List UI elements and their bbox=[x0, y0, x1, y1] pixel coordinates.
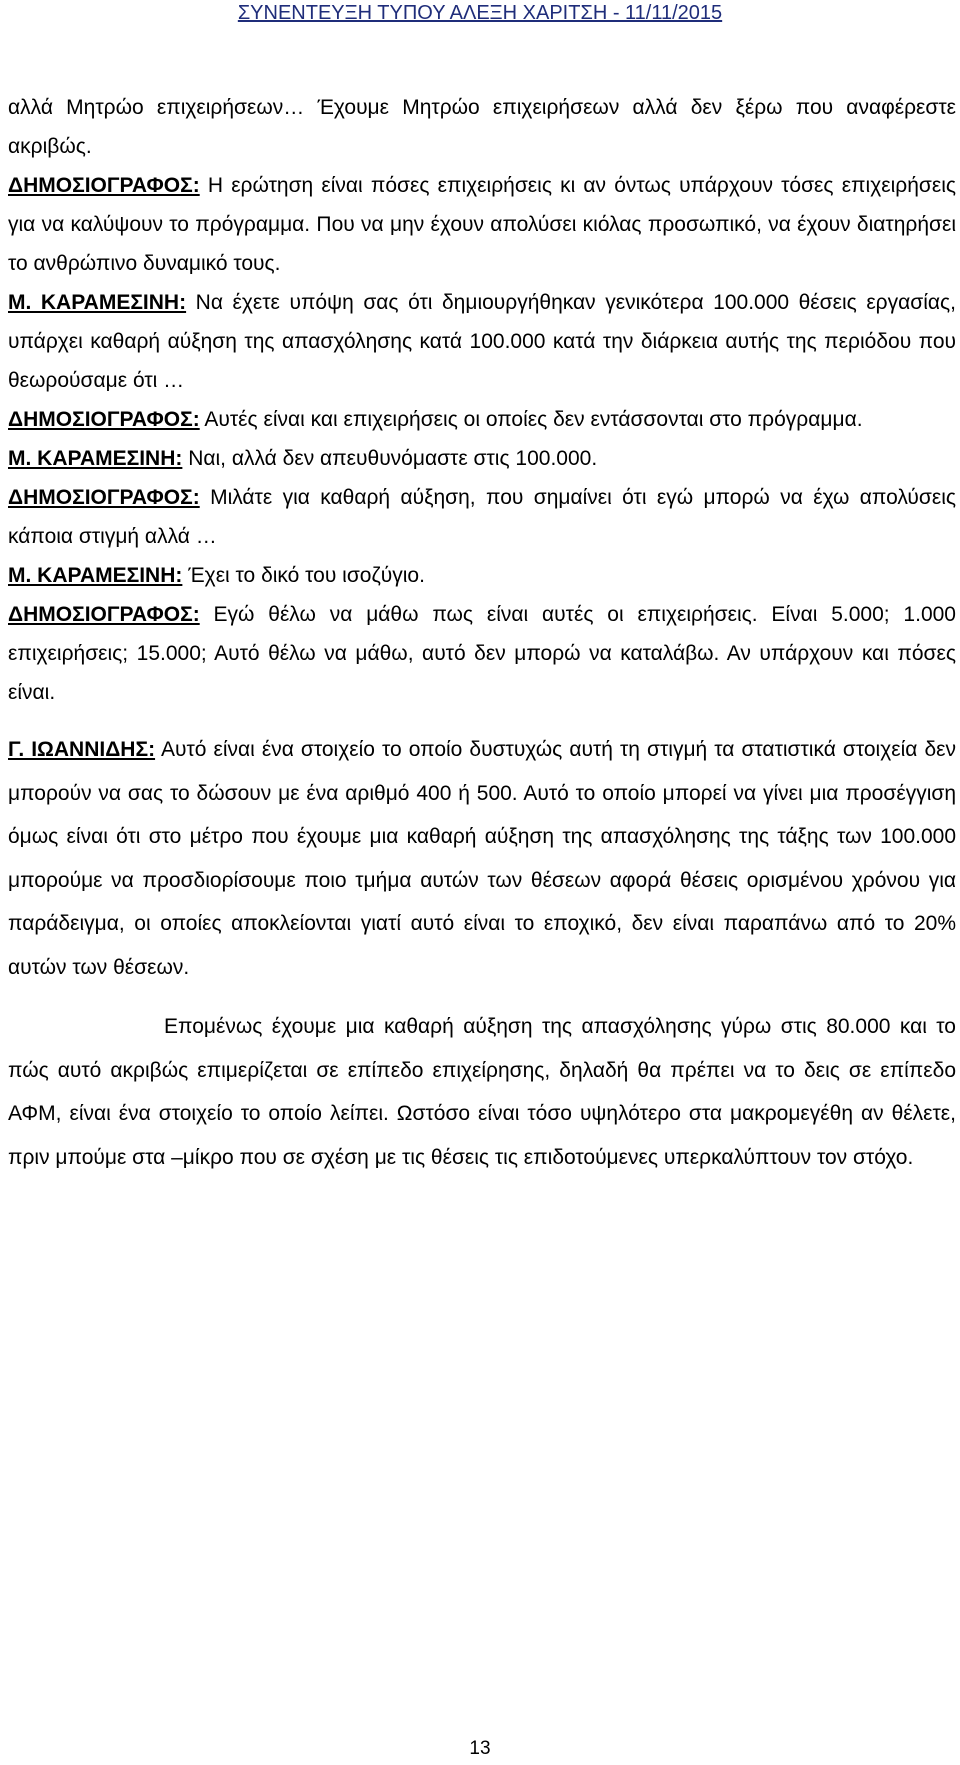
page-number: 13 bbox=[469, 1738, 491, 1759]
speaker-label: Μ. ΚΑΡΑΜΕΣΙΝΗ: bbox=[8, 564, 183, 587]
transcript-paragraph bbox=[8, 166, 956, 283]
transcript-paragraph bbox=[8, 439, 956, 478]
paragraph-text: Επομένως έχουμε μια καθαρή αύξηση της απασχόλησης γύρω στις 80.000 και το πώς αυτό ακριβώς επιμερίζεται σε επίπεδο επιχείρησης, δηλαδή θα πρέπει να το δεις σε επίπεδο ΑΦΜ, είναι ένα στοιχείο το οποίο λείπει. Ωστόσο είναι τόσο υψηλότερο στα μακρομεγέθη αν θέλετε, πριν μπούμε στα –μίκρο που σε σχέση με τις θέσεις τις επιδοτούμενες υπερκαλύπτουν τον στόχο. bbox=[8, 1015, 956, 1169]
speaker-label: ΔΗΜΟΣΙΟΓΡΑΦΟΣ: bbox=[8, 174, 200, 197]
document-header: ΣΥΝΕΝΤΕΥΞΗ ΤΥΠΟΥ ΑΛΕΞΗ ΧΑΡΙΤΣΗ - 11/11/2015 bbox=[237, 2, 723, 24]
paragraph-text: Αυτές είναι και επιχειρήσεις οι οποίες δεν εντάσσονται στο πρόγραμμα. bbox=[199, 408, 863, 431]
paragraph-text: Η ερώτηση είναι πόσες επιχειρήσεις κι αν όντως υπάρχουν τόσες επιχειρήσεις για να καλύψουν το πρόγραμμα. Που να μην έχουν απολύσει κιόλας προσωπικό, να έχουν διατηρήσει το ανθρώπινο δυναμικό τους. bbox=[8, 174, 956, 275]
transcript-paragraph bbox=[8, 728, 956, 989]
paragraph-text: Έχει το δικό του ισοζύγιο. bbox=[182, 564, 425, 587]
paragraph-text: Μιλάτε για καθαρή αύξηση, που σημαίνει ότι εγώ μπορώ να έχω απολύσεις κάποια στιγμή αλλά … bbox=[8, 486, 956, 548]
speaker-label: ΔΗΜΟΣΙΟΓΡΑΦΟΣ: bbox=[8, 603, 200, 626]
speaker-label: ΔΗΜΟΣΙΟΓΡΑΦΟΣ: bbox=[8, 408, 200, 431]
paragraph-text: Να έχετε υπόψη σας ότι δημιουργήθηκαν γενικότερα 100.000 θέσεις εργασίας, υπάρχει καθαρή αύξηση της απασχόλησης κατά 100.000 κατά την διάρκεια αυτής της περιόδου που θεωρούσαμε ότι … bbox=[8, 291, 956, 392]
paragraph-text: Ναι, αλλά δεν απευθυνόμαστε στις 100.000. bbox=[182, 447, 598, 470]
paragraph-text: Εγώ θέλω να μάθω πως είναι αυτές οι επιχειρήσεις. Είναι 5.000; 1.000 επιχειρήσεις; 15.000; Αυτό θέλω να μάθω, αυτό δεν μπορώ να καταλάβω. Αν υπάρχουν και πόσες είναι. bbox=[8, 603, 956, 704]
transcript-paragraph bbox=[8, 1005, 956, 1179]
transcript-paragraph bbox=[8, 88, 956, 166]
transcript-paragraph bbox=[8, 595, 956, 712]
speaker-label: Γ. ΙΩΑΝΝΙΔΗΣ: bbox=[8, 738, 156, 761]
speaker-label: ΔΗΜΟΣΙΟΓΡΑΦΟΣ: bbox=[8, 486, 200, 509]
transcript-paragraph bbox=[8, 400, 956, 439]
speaker-label: Μ. ΚΑΡΑΜΕΣΙΝΗ: bbox=[8, 447, 183, 470]
speaker-label: Μ. ΚΑΡΑΜΕΣΙΝΗ: bbox=[8, 291, 187, 314]
transcript-paragraph bbox=[8, 478, 956, 556]
paragraph-text: αλλά Μητρώο επιχειρήσεων… Έχουμε Μητρώο επιχειρήσεων αλλά δεν ξέρω που αναφέρεστε ακριβώς. bbox=[8, 96, 956, 158]
transcript-paragraph bbox=[8, 283, 956, 400]
transcript-body bbox=[8, 88, 956, 1179]
paragraph-text: Αυτό είναι ένα στοιχείο το οποίο δυστυχώς αυτή τη στιγμή τα στατιστικά στοιχεία δεν μπορούν να σας το δώσουν με ένα αριθμό 400 ή 500. Αυτό το οποίο μπορεί να γίνει μια προσέγγιση όμως είναι ότι στο μέτρο που έχουμε μια καθαρή αύξηση της απασχόλησης της τάξης των 100.000 μπορούμε να προσδιορίσουμε ποιο τμήμα αυτών των θέσεων αφορά θέσεις ορισμένου χρόνου για παράδειγμα, οι οποίες αποκλείονται γιατί αυτό είναι το εποχικό, δεν είναι παραπάνω από το 20% αυτών των θέσεων. bbox=[8, 738, 956, 979]
transcript-paragraph bbox=[8, 556, 956, 595]
